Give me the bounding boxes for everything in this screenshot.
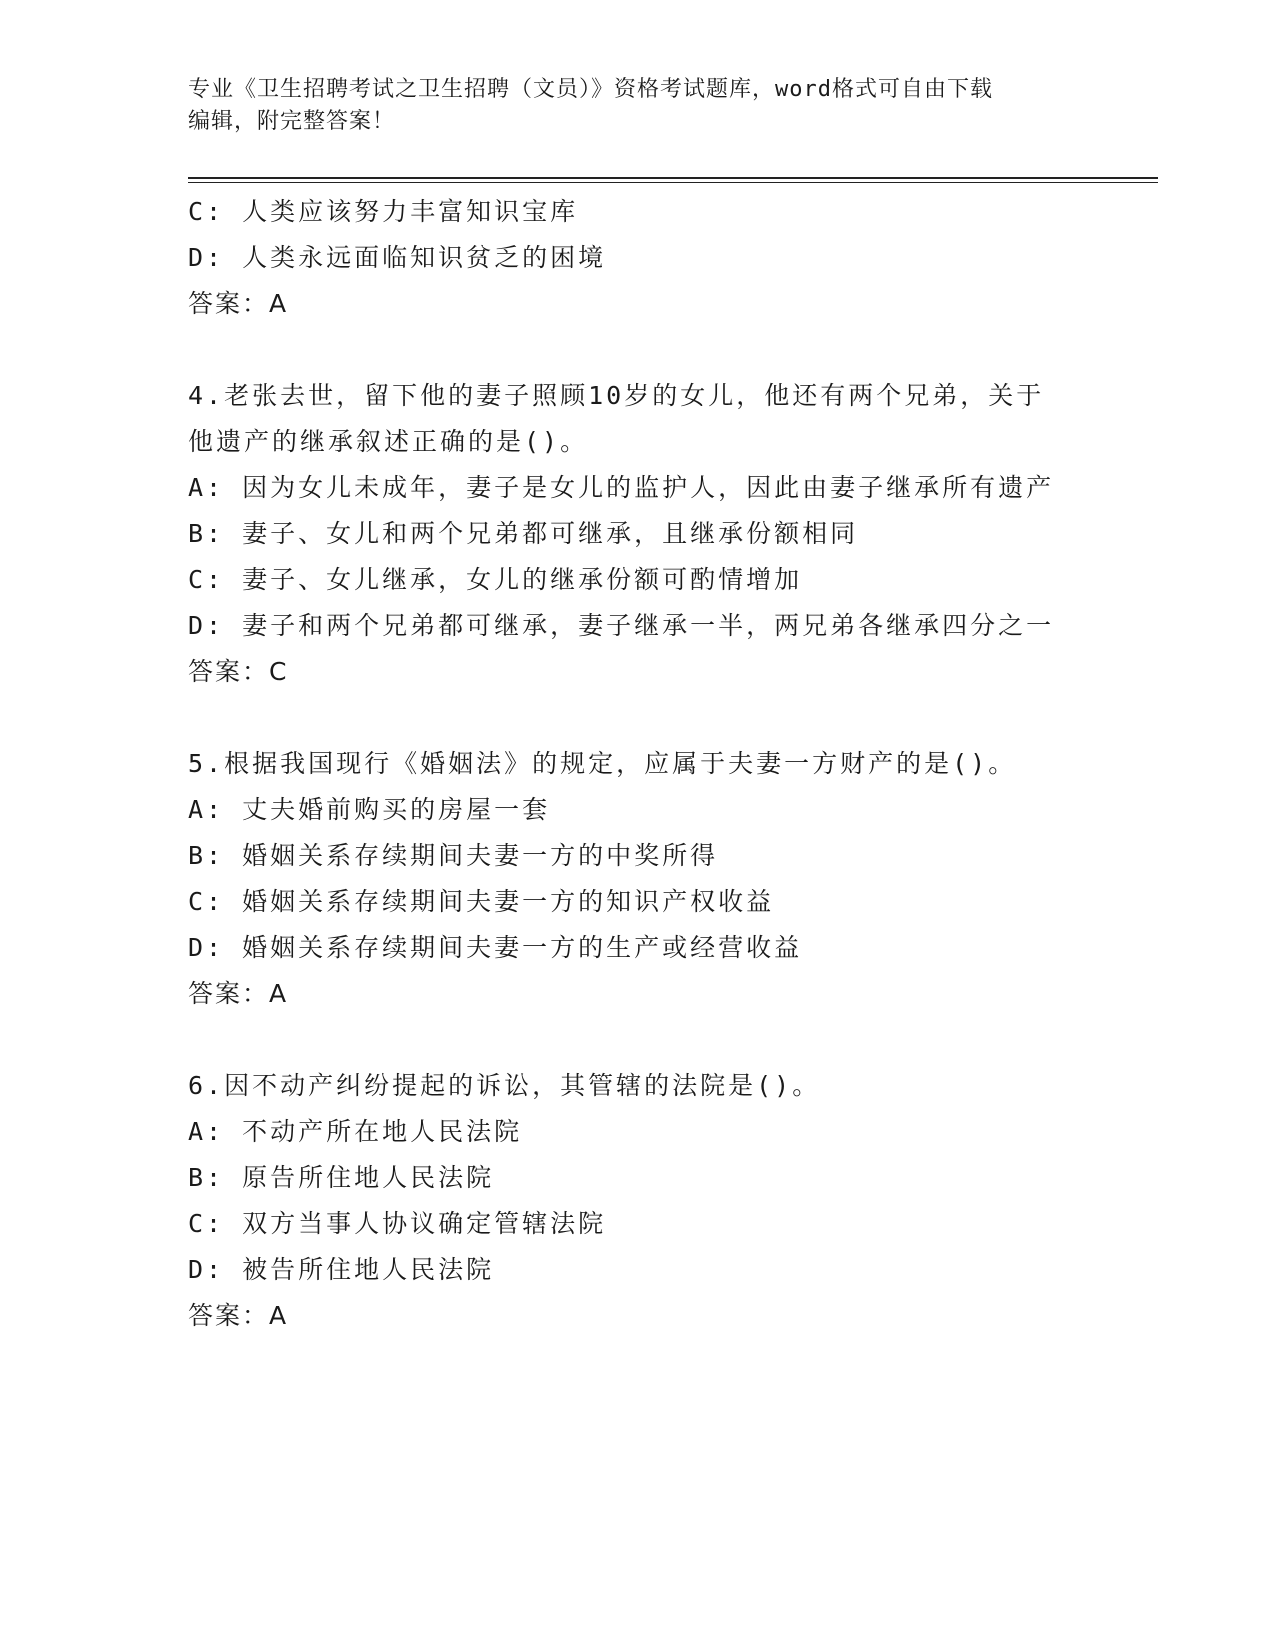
question-stem: 6.因不动产纠纷提起的诉讼，其管辖的法院是()。 bbox=[188, 1071, 821, 1100]
spacer bbox=[188, 695, 1158, 741]
page-header bbox=[188, 74, 1088, 138]
question-list bbox=[188, 189, 1158, 1339]
question-3-tail bbox=[188, 189, 1158, 327]
option-d: D: 婚姻关系存续期间夫妻一方的生产或经营收益 bbox=[188, 933, 803, 962]
header-divider-thick bbox=[188, 177, 1158, 179]
option-c: C: 婚姻关系存续期间夫妻一方的知识产权收益 bbox=[188, 887, 775, 916]
option-c: C: 双方当事人协议确定管辖法院 bbox=[188, 1209, 607, 1238]
spacer bbox=[188, 1017, 1158, 1063]
option-b: B: 婚姻关系存续期间夫妻一方的中奖所得 bbox=[188, 841, 719, 870]
question-stem-line-1: 4.老张去世，留下他的妻子照顾10岁的女儿，他还有两个兄弟，关于 bbox=[188, 381, 1045, 410]
question-5 bbox=[188, 741, 1158, 1017]
option-d: D: 被告所住地人民法院 bbox=[188, 1255, 495, 1284]
option-a: A: 因为女儿未成年，妻子是女儿的监护人，因此由妻子继承所有遗产 bbox=[188, 473, 1055, 502]
option-c: C: 人类应该努力丰富知识宝库 bbox=[188, 197, 579, 226]
option-d: D: 人类永远面临知识贫乏的困境 bbox=[188, 243, 607, 272]
question-6 bbox=[188, 1063, 1158, 1339]
header-line-2: 编辑，附完整答案！ bbox=[188, 109, 396, 134]
answer: 答案：A bbox=[188, 979, 289, 1008]
question-stem-line-2: 他遗产的继承叙述正确的是()。 bbox=[188, 427, 589, 456]
header-divider-thin bbox=[188, 182, 1158, 183]
header-line-1: 专业《卫生招聘考试之卫生招聘（文员）》资格考试题库，word格式可自由下载 bbox=[188, 77, 993, 102]
option-d: D: 妻子和两个兄弟都可继承，妻子继承一半，两兄弟各继承四分之一 bbox=[188, 611, 1055, 640]
option-c: C: 妻子、女儿继承，女儿的继承份额可酌情增加 bbox=[188, 565, 803, 594]
question-stem: 5.根据我国现行《婚姻法》的规定，应属于夫妻一方财产的是()。 bbox=[188, 749, 1017, 778]
option-b: B: 妻子、女儿和两个兄弟都可继承，且继承份额相同 bbox=[188, 519, 859, 548]
spacer bbox=[188, 327, 1158, 373]
option-a: A: 丈夫婚前购买的房屋一套 bbox=[188, 795, 551, 824]
answer: 答案：A bbox=[188, 1301, 289, 1330]
option-b: B: 原告所住地人民法院 bbox=[188, 1163, 495, 1192]
answer: 答案：C bbox=[188, 657, 289, 686]
question-4 bbox=[188, 373, 1158, 695]
answer: 答案：A bbox=[188, 289, 289, 318]
option-a: A: 不动产所在地人民法院 bbox=[188, 1117, 523, 1146]
